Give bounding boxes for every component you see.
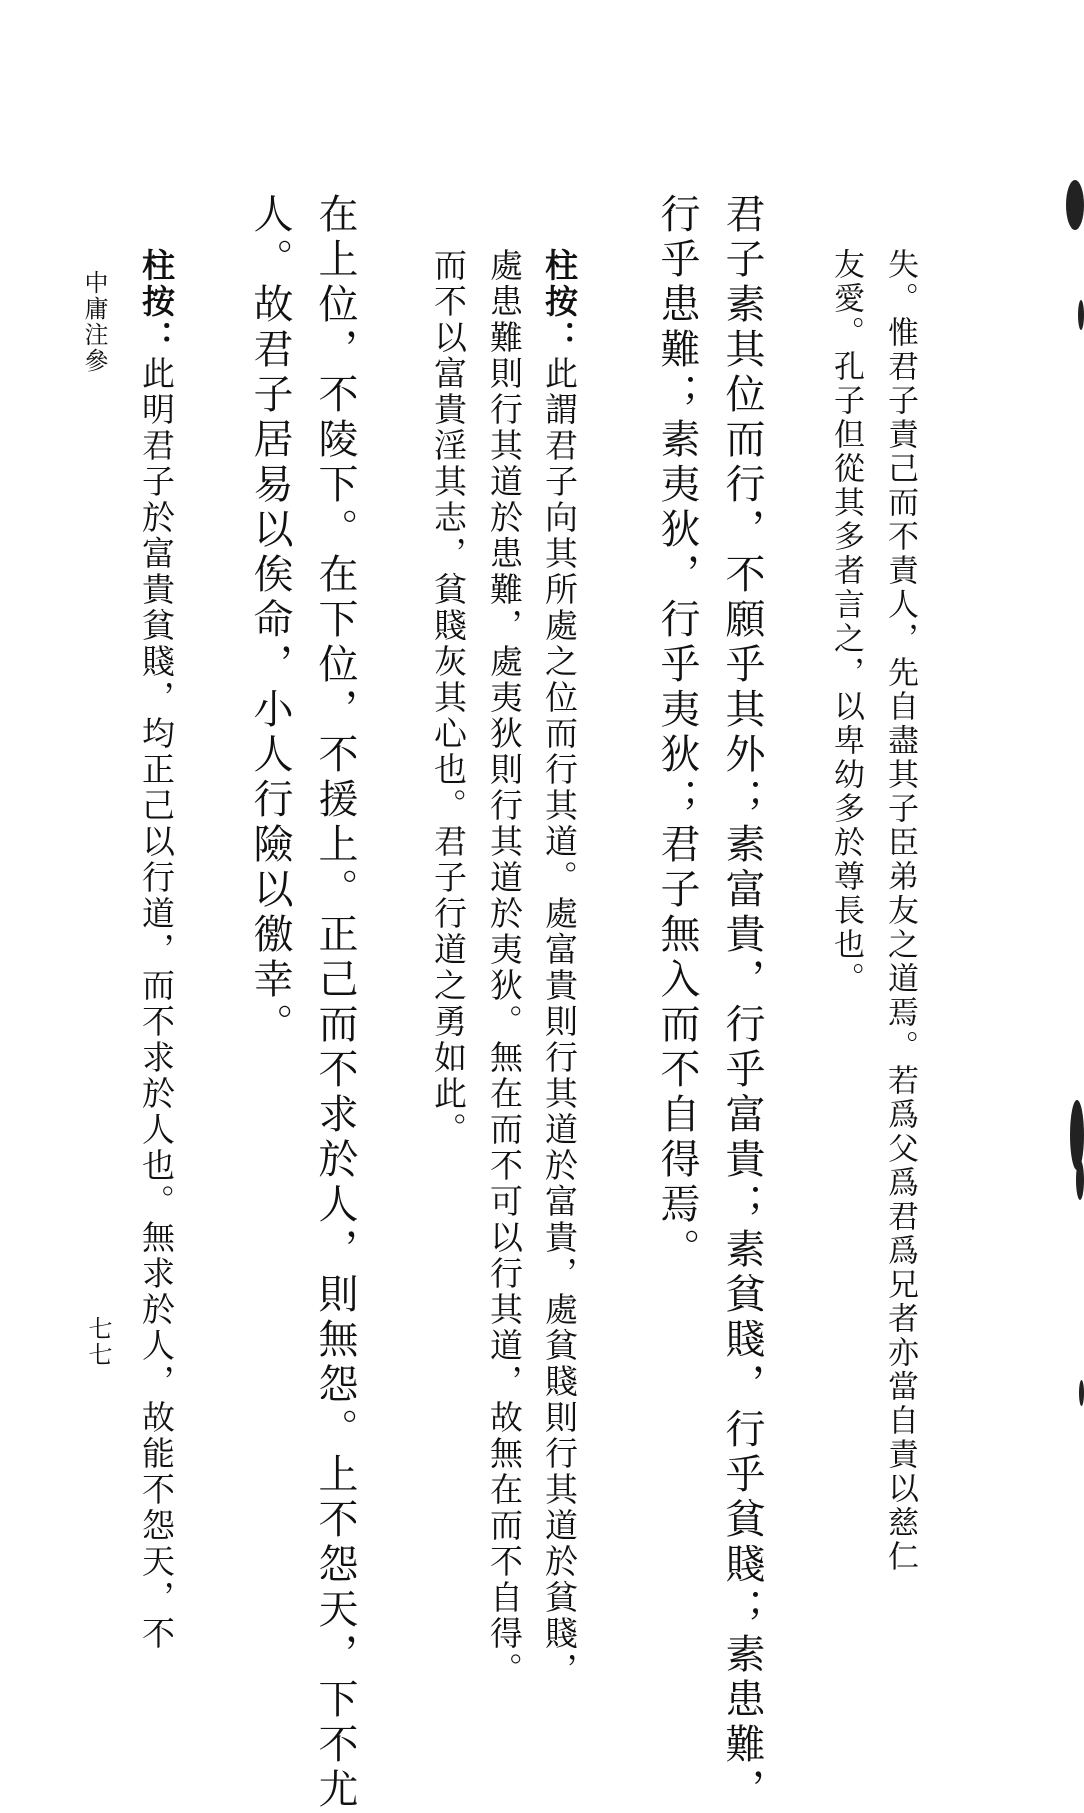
main-text-column-2 <box>654 193 700 1273</box>
commentary-text: 此謂君子向其所處之位而行其道。處富貴則行其道於富貴，處貧賤則行其道於貧賤， <box>540 356 579 1688</box>
commentary-column-3 <box>429 248 468 1148</box>
page-number-text: 七七 <box>84 1316 112 1368</box>
note-text: 失。惟君子責己而不責人，先自盡其子臣弟友之道焉。若爲父爲君爲兄者亦當自責以慈仁 <box>882 248 918 1574</box>
footer-book-title <box>82 270 106 374</box>
scan-speck <box>1079 1380 1084 1406</box>
main-text: 在上位，不陵下。在下位，不援上。正己而不求於人，則無怨。上不怨天，下不尤 <box>312 193 358 1813</box>
scan-speck <box>1070 1100 1084 1170</box>
main-text: 君子素其位而行，不願乎其外；素富貴，行乎富貴；素貧賤，行乎貧賤；素患難， <box>719 193 765 1813</box>
scan-speck <box>1066 180 1084 230</box>
note-column-2 <box>828 248 864 996</box>
page-number <box>86 1316 110 1368</box>
commentary-column-2 <box>485 248 524 1688</box>
commentary-label: 柱按： <box>540 248 579 356</box>
commentary-text: 處患難則行其道於患難，處夷狄則行其道於夷狄。無在而不可以行其道，故無在而不自得。 <box>485 248 524 1688</box>
footer-title-text: 中庸注參 <box>80 270 108 374</box>
main-text: 人。故君子居易以俟命，小人行險以徼幸。 <box>247 193 293 1048</box>
main-text-column-3 <box>312 193 358 1813</box>
commentary-text: 而不以富貴淫其志，貧賤灰其心也。君子行道之勇如此。 <box>429 248 468 1148</box>
commentary-label: 柱按： <box>137 248 176 356</box>
commentary-text: 此明君子於富貴貧賤，均正己以行道，而不求於人也。無求於人，故能不怨天，不 <box>137 356 176 1652</box>
scan-edge <box>1062 0 1084 1600</box>
commentary-column-4 <box>137 248 176 1652</box>
scan-speck <box>1078 300 1084 330</box>
scan-speck <box>1076 1160 1084 1200</box>
main-text: 行乎患難；素夷狄，行乎夷狄；君子無入而不自得焉。 <box>654 193 700 1273</box>
main-text-column-1 <box>719 193 765 1813</box>
commentary-column-1 <box>540 248 579 1688</box>
main-text-column-4 <box>247 193 293 1048</box>
note-text: 友愛。孔子但從其多者言之，以卑幼多於尊長也。 <box>828 248 864 996</box>
note-column-1 <box>882 248 918 1574</box>
